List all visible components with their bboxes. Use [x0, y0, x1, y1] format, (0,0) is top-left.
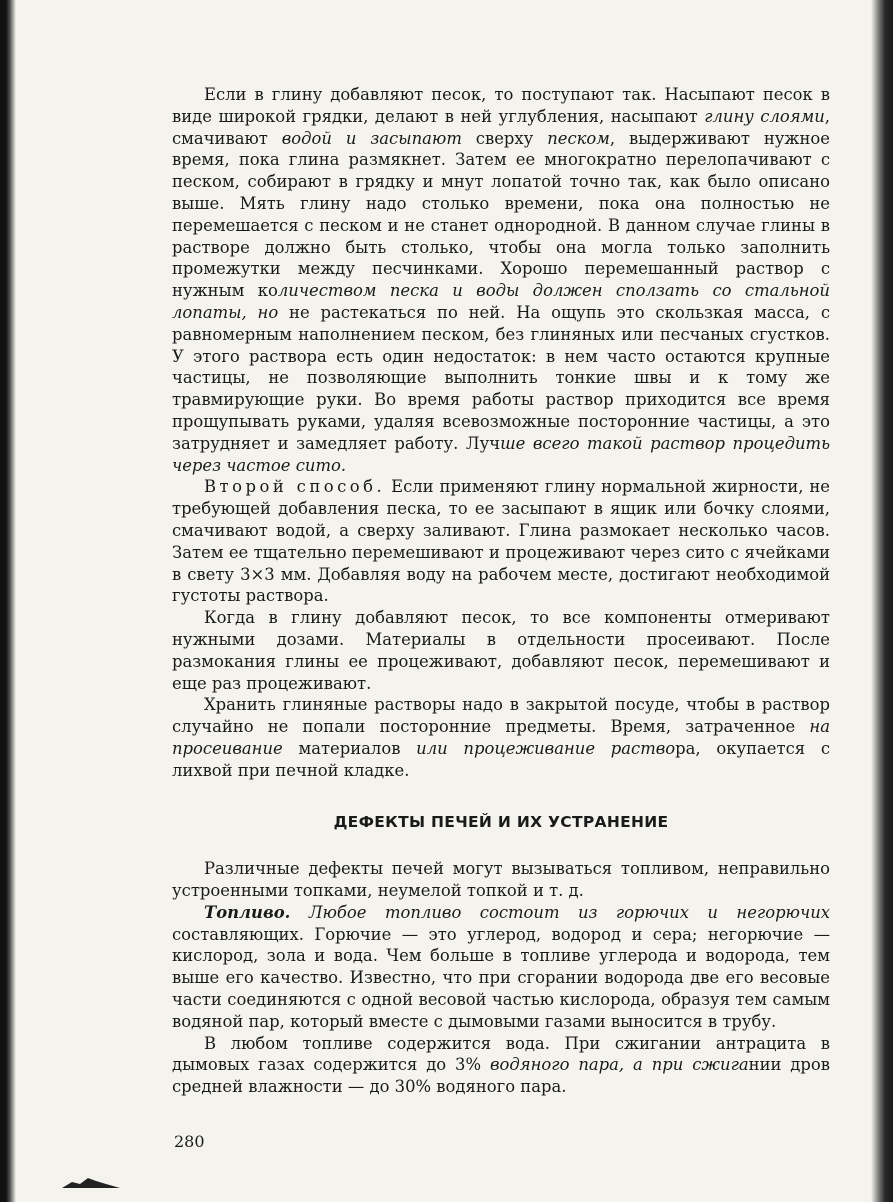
text-run: на просеивание	[172, 717, 830, 758]
text-run: сверху	[461, 128, 548, 148]
text-run: В любом топливе содержится вода. При сжигании антрацита в дымовых газах содержится до 3%	[172, 1033, 830, 1075]
scan-edge-left	[0, 0, 16, 1202]
scan-smudge-mark	[62, 1172, 120, 1190]
text-run: составляющих. Горючие — это углерод, водород и сера; негорючие — кислород, зола и вода. Чем больше в топливе углерода и водорода, тем выше его качество. Известно, что при сгорании водорода две его весовые части соединяются с одной весовой частью кислорода, образуя тем самым водяной пар, который вместе с дымовыми газами выносится в трубу.	[172, 924, 830, 1031]
paragraph	[172, 858, 830, 902]
paragraphs-top	[172, 84, 830, 782]
scan-edge-right	[871, 0, 893, 1202]
text-run: Хранить глиняные растворы надо в закрытой посуде, чтобы в раствор случайно не попали посторонние предметы. Время, затраченное	[172, 695, 830, 737]
text-run: Топливо.	[204, 902, 291, 922]
text-run: ра, окупается с лихвой при печной кладке.	[172, 738, 830, 780]
page-text	[172, 84, 830, 1098]
paragraphs-bottom	[172, 858, 830, 1098]
paragraph	[172, 694, 830, 781]
text-run: глину слоями	[704, 106, 825, 126]
text-run: , выдерживают нужное время, пока глина размякнет. Затем ее многократно перелопачивают с песком, собирают в грядку и мнут лопатой точно так, как было описано выше. Мять глину надо столько времени, пока она полностью не перемешается с песком и не станет однородной. В данном случае глины в растворе должно быть столько, чтобы она могла только заполнить промежутки между песчинками. Хорошо перемешанный раствор с нужным ко	[172, 128, 830, 301]
paragraph	[172, 902, 830, 1033]
text-run: Различные дефекты печей могут вызываться топливом, неправильно устроенными топками, неумелой топкой и т. д.	[172, 859, 830, 901]
text-run: Если в глину добавляют песок, то поступают так. Насыпают песок в виде широкой грядки, делают в ней углубления, насыпают	[172, 85, 830, 126]
text-run: , смачивают	[172, 106, 830, 148]
text-run: Когда в глину добавляют песок, то все компоненты отмеривают нужными дозами. Материалы в отдельности просеивают. После размокания глины ее процеживают, добавляют песок, перемешивают и еще раз процеживают.	[172, 608, 830, 693]
text-run: водяного пара, а при сжига	[489, 1055, 749, 1075]
text-run: песком	[547, 128, 610, 148]
text-run: или процеживание раство	[416, 738, 676, 758]
text-run: личеством песка и воды должен сползать со стальной лопаты, но	[172, 281, 830, 322]
text-run: материалов	[282, 738, 417, 758]
text-run: Если применяют глину нормальной жирности, не требующей добавления песка, то ее засыпают в ящик или бочку слоями, смачивают водой, а сверху заливают. Глина размокает несколько часов. Затем ее тщательно перемешивают и процеживают через сито с ячейками в свету 3×3 мм. Добавляя воду на рабочем месте, достигают необходимой густоты раствора.	[172, 477, 831, 606]
text-run: не растекаться по ней. На ощупь это скользкая масса, с равномерным наполнением песком, без глиняных или песчаных сгустков. У этого раствора есть один недостаток: в нем часто остаются крупные частицы, не позволяющие выполнить тонкие швы и к тому же травмирующие руки. Во время работы раствор приходится все время прощупывать руками, удаляя всевозможные посторонние частицы, а это затрудняет и замедляет работу. Луч	[172, 302, 831, 453]
text-run: ше всего такой раствор процедить через частое сито.	[172, 433, 830, 475]
paragraph	[172, 607, 830, 694]
paragraph	[172, 476, 830, 607]
paragraph	[172, 1033, 830, 1098]
section-heading: ДЕФЕКТЫ ПЕЧЕЙ И ИХ УСТРАНЕНИЕ	[333, 812, 669, 831]
text-run: водой и засыпают	[281, 128, 462, 148]
page-number: 280	[174, 1132, 205, 1151]
paragraph	[172, 84, 830, 476]
text-run: Любое топливо состоит из горючих и негорючих	[290, 902, 830, 922]
text-run: нии дров средней влажности — до 30% водяного пара.	[172, 1055, 830, 1097]
text-run: Второй способ.	[204, 477, 386, 497]
